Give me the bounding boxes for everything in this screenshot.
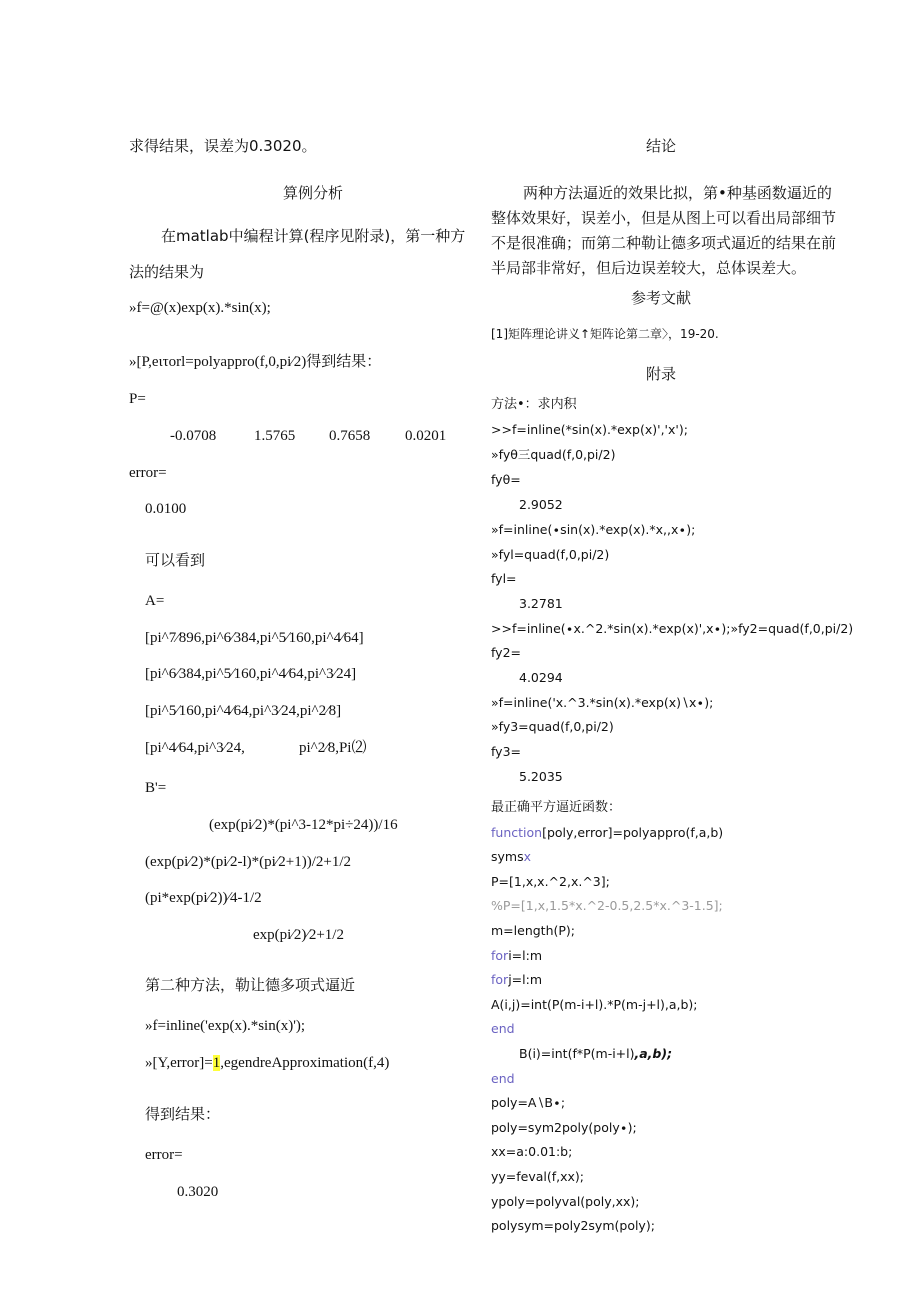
a-row-3: [pi^5∕160,pi^4∕64,pi^3∕24,pi^2∕8] xyxy=(145,703,342,719)
code-line: »fyθ三quad(f,0,pi∕2) xyxy=(491,447,616,462)
code-syms-line xyxy=(491,851,531,864)
code-line: 2.9052 xyxy=(519,497,563,512)
p-value-1: -0.0708 xyxy=(170,428,217,444)
code-line: »f=inline('x.^3.*sin(x).*exp(x)∖x∙); xyxy=(491,695,714,710)
command-polyappro: »[P,eιτorl=polyappro(f,0,pi∕2)得到结果： xyxy=(129,354,382,370)
keyword-end: end xyxy=(491,1071,515,1086)
method2-heading: 最正确平方逼近函数： xyxy=(491,800,622,815)
code-line: >>f=inline(∙x.^2.*sin(x).*exp(x)',x∙);»fy2=quad(f,0,pi∕2) xyxy=(491,621,854,636)
code-line: ypoly=polyval(poly,xx); xyxy=(491,1194,640,1209)
code-line: polysym=poly2sym(poly); xyxy=(491,1218,655,1233)
b-assign-plain: B(i)=int(f*P(m-i+l) xyxy=(519,1046,635,1061)
syms-keyword: syms xyxy=(491,849,524,864)
code-line: >>f=inline(*sin(x).*exp(x)','x'); xyxy=(491,422,688,437)
a-row-1: [pi^7∕896,pi^6∕384,pi^5∕160,pi^4∕64] xyxy=(145,630,364,646)
heading-analysis: 算例分析 xyxy=(283,184,344,202)
paragraph-method1: 在matlab中编程计算(程序见附录)，第一种方法的结果为 xyxy=(129,227,466,281)
keyword-for: for xyxy=(491,948,509,963)
keyword-function: function xyxy=(491,825,543,840)
code-line: fyθ= xyxy=(491,472,521,487)
appendix-title: 附录 xyxy=(646,365,677,383)
code-line: »fyl=quad(f,0,pi∕2) xyxy=(491,547,610,562)
conclusion-text: 两种方法逼近的效果比拟，第•种基函数逼近的整体效果好，误差小，但是从图上可以看出局部细节不是很准确；而第二种勒让德多项式逼近的结果在前半局部非常好，但后边误差较大，总体误差大。 xyxy=(491,184,837,277)
p-value-3: 0.7658 xyxy=(329,428,371,444)
error-value: 0.0100 xyxy=(145,501,187,517)
code-m-definition: m=length(P); xyxy=(491,923,575,938)
a-row-4-part2: pi^2∕8,Pi⑵ xyxy=(299,740,367,756)
p-value-2: 1.5765 xyxy=(254,428,296,444)
syms-variable: x xyxy=(523,849,532,864)
highlighted-char: 1 xyxy=(212,1055,221,1071)
code-line: poly=A∖B∙; xyxy=(491,1095,566,1110)
code-line: »fy3=quad(f,0,pi∕2) xyxy=(491,719,614,734)
code-line: poly=sym2poly(poly∙); xyxy=(491,1120,637,1135)
code-line: yy=feval(f,xx); xyxy=(491,1169,585,1184)
a-row-2: [pi^6∕384,pi^5∕160,pi^4∕64,pi^3∕24] xyxy=(145,666,357,682)
conclusion-title: 结论 xyxy=(646,137,677,155)
command-legendre-suffix: ,egendreApproximation(f,4) xyxy=(220,1055,390,1071)
b-row-3: (pi*exp(pi∕2))∕4-1/2 xyxy=(145,890,262,906)
keyword-for: for xyxy=(491,972,509,987)
code-line: fy2= xyxy=(491,645,522,660)
code-line: 5.2035 xyxy=(519,769,563,784)
b-row-1: (exp(pi∕2)*(pi^3-12*pi÷24))/16 xyxy=(209,817,398,833)
error-label: error= xyxy=(129,465,167,481)
command-legendre xyxy=(145,1056,389,1071)
b-label: B'= xyxy=(145,780,167,796)
references-title: 参考文献 xyxy=(631,289,692,307)
result-line: 求得结果，误差为0.3020。 xyxy=(129,137,317,155)
a-row-4-part1: [pi^4∕64,pi^3∕24, xyxy=(145,740,245,756)
code-line: 4.0294 xyxy=(519,670,563,685)
reference-1: [1]矩阵理论讲义↑矩阵论第二章〉，19-20. xyxy=(491,327,719,341)
error2-value: 0.3020 xyxy=(177,1184,219,1200)
code-line: »f=inline(∙sin(x).*exp(x).*x,,x∙); xyxy=(491,522,696,537)
command-inline: »f=inline('exp(x).*sin(x)'); xyxy=(145,1018,306,1034)
code-line: fyl= xyxy=(491,571,517,586)
code-line: xx=a:0.01:b; xyxy=(491,1144,573,1159)
function-signature: [poly,error]=polyappro(f,a,b) xyxy=(542,825,724,840)
a-label: A= xyxy=(145,593,165,609)
method1-title: 方法•：求内积 xyxy=(491,397,577,412)
for-j-range: j=l:m xyxy=(508,972,542,987)
keyword-end: end xyxy=(491,1021,515,1036)
can-see-text: 可以看到 xyxy=(145,551,206,569)
code-line: fy3= xyxy=(491,744,522,759)
b-assign-bold: ,a,b); xyxy=(634,1046,673,1061)
code-for-j xyxy=(491,974,542,987)
b-row-2: (exp(pi∕2)*(pi∕2-l)*(pi∕2+1))/2+1/2 xyxy=(145,854,352,870)
code-b-assign xyxy=(519,1048,672,1061)
code-line: 3.2781 xyxy=(519,596,563,611)
code-comment: %P=[1,x,1.5*x.^2-0.5,2.5*x.^3-1.5]; xyxy=(491,898,723,913)
b-row-4: exp(pi∕2)∕2+1/2 xyxy=(253,927,344,943)
code-function-line xyxy=(491,827,723,840)
code-a-assign: A(i,j)=int(P(m-i+l).*P(m-j+l),a,b); xyxy=(491,997,698,1012)
got-result-text: 得到结果： xyxy=(145,1105,221,1123)
code-for-i xyxy=(491,950,542,963)
p-value-4: 0.0201 xyxy=(405,428,447,444)
code-p-definition: P=[1,x,x.^2,x.^3]; xyxy=(491,874,610,889)
for-i-range: i=l:m xyxy=(508,948,542,963)
command-f-def: »f=@(x)exp(x).*sin(x); xyxy=(129,300,271,316)
method2-title: 第二种方法，勒让德多项式逼近 xyxy=(145,976,356,994)
p-label: P= xyxy=(129,391,146,407)
command-legendre-prefix: »[Y,error]= xyxy=(145,1055,213,1071)
error2-label: error= xyxy=(145,1147,183,1163)
